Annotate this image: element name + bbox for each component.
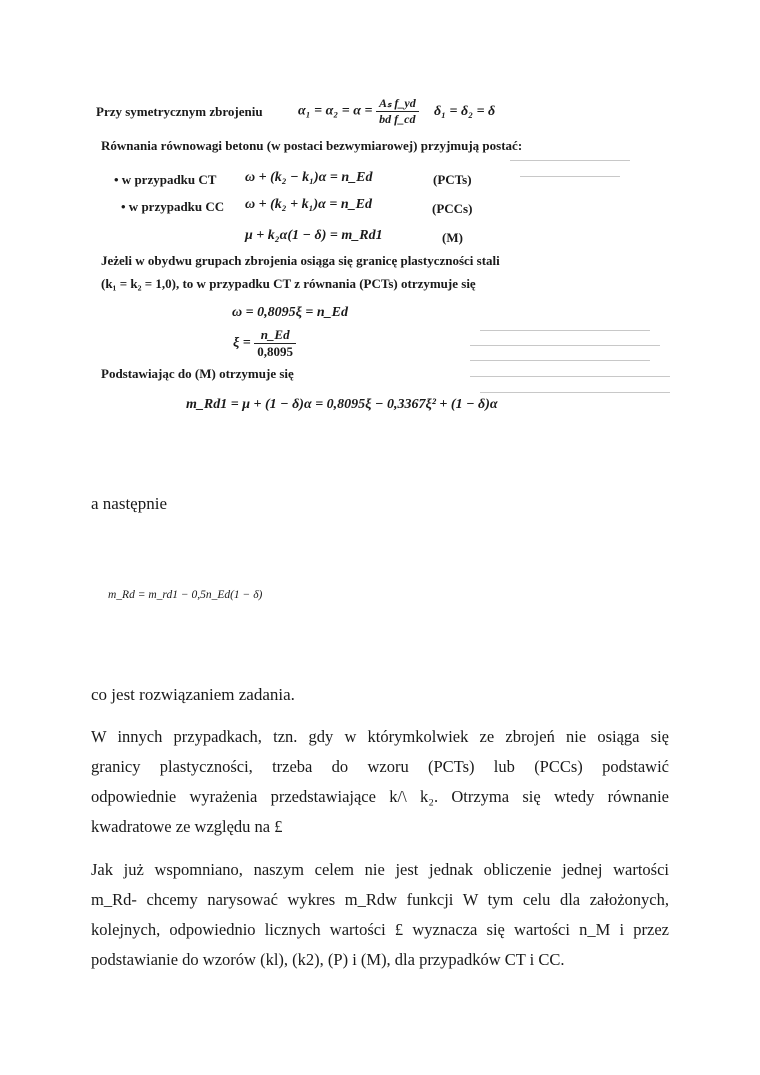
scan-noise-line	[520, 176, 620, 177]
mrd1-equation: m_Rd1 = μ + (1 − δ)α = 0,8095ξ − 0,3367ξ² + (1 − δ)α	[186, 397, 498, 412]
paragraph-line: W innych przypadkach, tzn. gdy w którymkolwiek ze zbrojeń nie osiąga się	[91, 727, 669, 746]
paragraph-line: kolejnych, odpowiednio licznych wartości £ wyznacza się wartości n_M i przez	[91, 920, 669, 939]
xi-fraction-numerator: n_Ed	[254, 327, 296, 344]
symmetric-reinforcement-label: Przy symetrycznym zbrojeniu	[96, 104, 263, 119]
xi-fraction	[254, 327, 296, 360]
m-formula: μ + k₂α(1 − δ) = m_Rd1	[245, 228, 383, 243]
case-ct-label: • w przypadku CT	[114, 172, 217, 187]
text-solution: co jest rozwiązaniem zadania.	[91, 685, 295, 704]
paragraph-line: granicy plastyczności, trzeba do wzoru (PCTs) lub (PCCs) podstawić	[91, 757, 669, 776]
paragraph-other-cases	[91, 722, 669, 842]
scan-noise-line	[470, 345, 660, 346]
pcts-tag: (PCTs)	[433, 172, 472, 187]
xi-equation-lhs: ξ =	[233, 335, 251, 351]
omega-equation: ω = 0,8095ξ = n_Ed	[232, 305, 348, 320]
pccs-tag: (PCCs)	[432, 201, 473, 216]
paragraph-line: odpowiednie wyrażenia przedstawiające k/\ k₂. Otrzyma się wtedy równanie	[91, 787, 669, 806]
text-a-nastepnie: a następnie	[91, 494, 167, 513]
scan-noise-line	[480, 330, 650, 331]
pcts-formula: ω + (k₂ − k₁)α = n_Ed	[245, 170, 373, 185]
yield-condition-line: Jeżeli w obydwu grupach zbrojenia osiąga się granicę plastyczności stali	[101, 253, 500, 268]
paragraph-line: kwadratowe ze względu na £	[91, 817, 283, 836]
case-cc-label: • w przypadku CC	[121, 199, 225, 214]
paragraph-goal	[91, 855, 669, 975]
k-values-line: (k₁ = k₂ = 1,0), to w przypadku CT z równania (PCTs) otrzymuje się	[101, 276, 476, 291]
substitution-line: Podstawiając do (M) otrzymuje się	[101, 366, 294, 381]
paragraph-line: Jak już wspomniano, naszym celem nie jest jednak obliczenie jednej wartości	[91, 860, 669, 879]
mrd-formula: m_Rd = m_rd1 − 0,5n_Ed(1 − δ)	[108, 589, 263, 601]
m-tag: (M)	[442, 230, 463, 245]
paragraph-line: podstawianie do wzorów (kl), (k2), (P) i (M), dla przypadków CT i CC.	[91, 950, 565, 969]
scan-noise-line	[510, 160, 630, 161]
pccs-formula: ω + (k₂ + k₁)α = n_Ed	[245, 197, 373, 212]
alpha-formula	[298, 96, 419, 127]
xi-fraction-denominator: 0,8095	[257, 344, 294, 359]
alpha-formula-lhs: α₁ = α₂ = α =	[298, 103, 373, 119]
paragraph-line: m_Rd- chcemy narysować wykres m_Rdw funkcji W tym celu dla założonych,	[91, 890, 669, 909]
alpha-fraction-numerator: Aₛ f_yd	[376, 96, 419, 112]
delta-formula: δ₁ = δ₂ = δ	[434, 104, 496, 119]
scan-noise-line	[470, 376, 670, 377]
alpha-fraction-denominator: bd f_cd	[379, 112, 416, 126]
scan-noise-line	[470, 360, 650, 361]
alpha-fraction	[376, 96, 419, 127]
scan-noise-line	[480, 392, 670, 393]
equilibrium-equations-heading: Równania równowagi betonu (w postaci bezwymiarowej) przyjmują postać:	[101, 138, 523, 153]
xi-equation	[233, 327, 296, 360]
